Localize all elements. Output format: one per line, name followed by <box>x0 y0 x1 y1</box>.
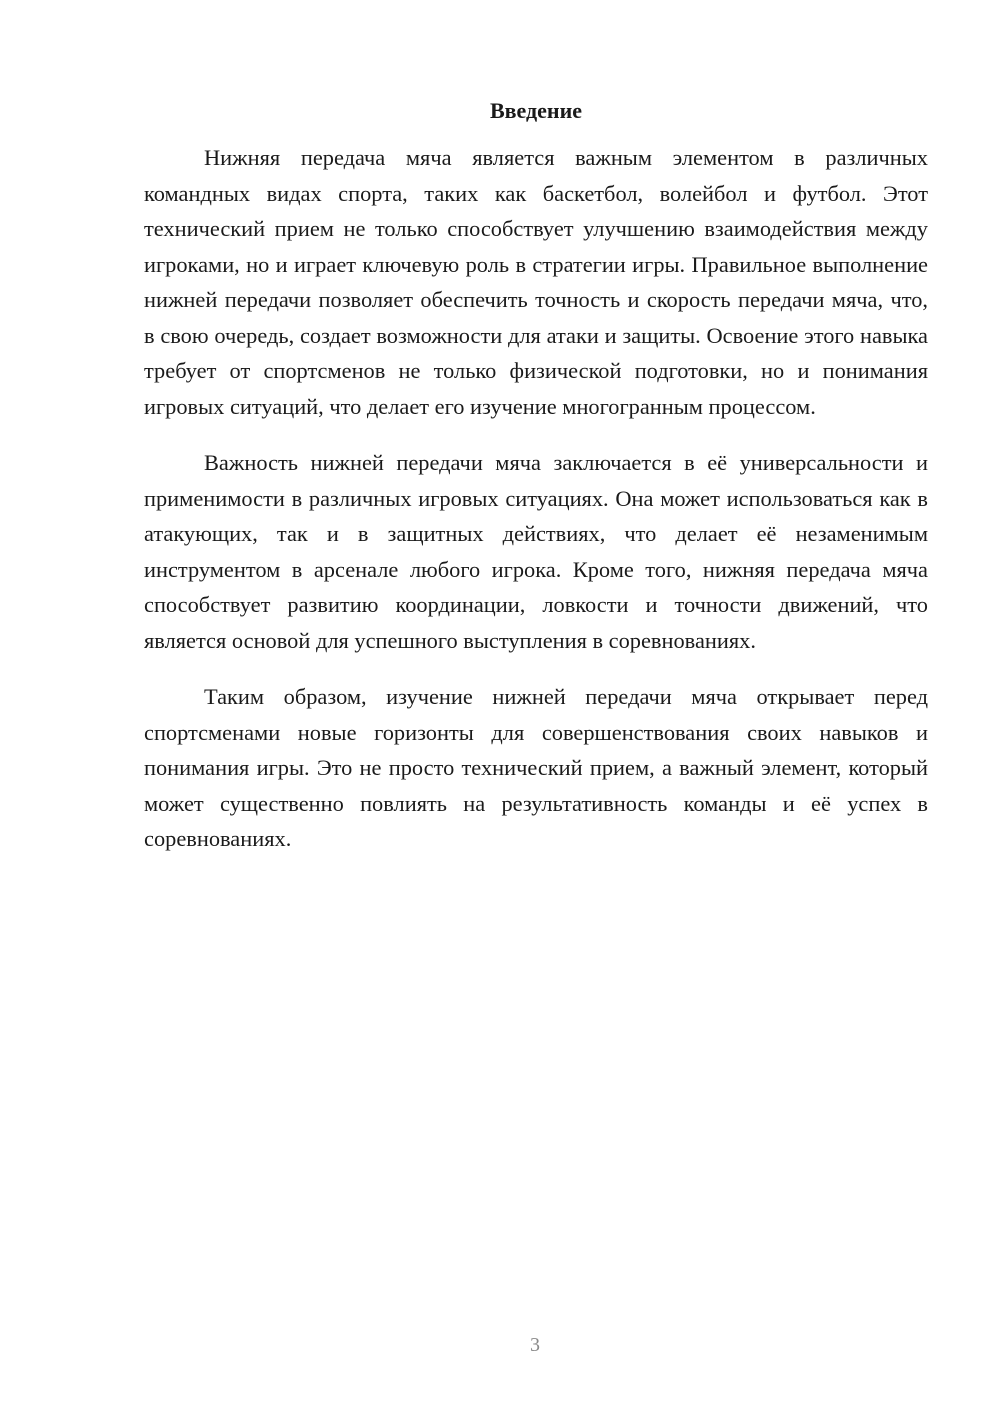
document-page <box>144 96 928 878</box>
paragraph-3: Таким образом, изучение нижней передачи мяча открывает перед спортсменами новые горизонты для совершенствования своих навыков и понимания игры. Это не просто технический прием, а важный элемент, который может существенно повлиять на результативность команды и её успех в соревнованиях. <box>144 684 928 851</box>
paragraph-2: Важность нижней передачи мяча заключается в её универсальности и применимости в различных игровых ситуациях. Она может использоваться как в атакующих, так и в защитных действиях, что делает её незаменимым инструментом в арсенале любого игрока. Кроме того, нижняя передача мяча способствует развитию координации, ловкости и точности движений, что является основой для успешного выступления в соревнованиях. <box>144 450 928 653</box>
section-heading: Введение <box>489 98 583 123</box>
paragraph-1: Нижняя передача мяча является важным элементом в различных командных видах спорта, таких как баскетбол, волейбол и футбол. Этот технический прием не только способствует улучшению взаимодействия между игроками, но и играет ключевую роль в стратегии игры. Правильное выполнение нижней передачи позволяет обеспечить точность и скорость передачи мяча, что, в свою очередь, создает возможности для атаки и защиты. Освоение этого навыка требует от спортсменов не только физической подготовки, но и понимания игровых ситуаций, что делает его изучение многогранным процессом. <box>144 145 928 419</box>
page-number: 3 <box>530 1334 540 1356</box>
